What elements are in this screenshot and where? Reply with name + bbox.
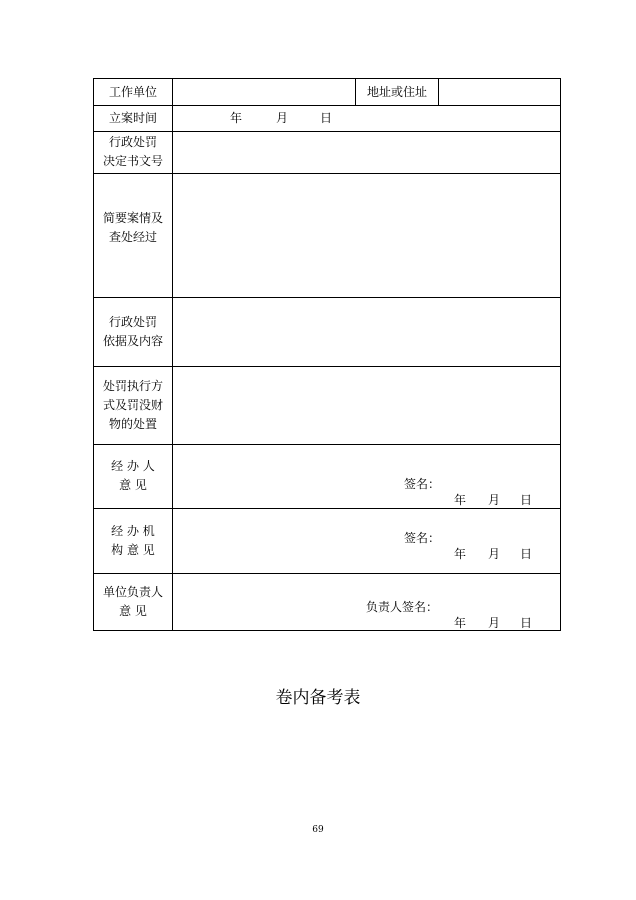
address-field[interactable] (440, 83, 558, 101)
agency-month-unit: 月 (488, 547, 501, 561)
label-penalty-decision-number: 行政处罚 决定书文号 (102, 135, 163, 168)
agency-signature-label: 签名： (404, 531, 441, 545)
filing-year-unit: 年 (230, 111, 243, 125)
handler-year-unit: 年 (454, 493, 467, 507)
penalty-decision-number-field[interactable] (174, 135, 558, 169)
head-month-unit: 月 (488, 616, 501, 630)
page-title: 卷内备考表 (275, 688, 361, 708)
penalty-execution-field[interactable] (174, 370, 558, 440)
head-signature-label: 负责人签名： (366, 600, 439, 614)
handler-day-unit: 日 (520, 493, 533, 507)
filing-month-unit: 月 (276, 111, 289, 125)
handling-agency-opinion-field[interactable] (174, 512, 558, 569)
handler-signature-label: 签名： (404, 477, 441, 491)
case-summary-field[interactable] (174, 177, 558, 293)
label-penalty-basis: 行政处罚 依据及内容 (102, 314, 163, 348)
work-unit-field[interactable] (174, 83, 354, 101)
address-value-divider (438, 79, 439, 105)
handler-month-unit: 月 (488, 493, 501, 507)
label-case-summary: 简要案情及 查处经过 (102, 211, 163, 244)
agency-day-unit: 日 (520, 547, 533, 561)
label-handling-agency-opinion: 经 办 机 构 意 见 (111, 523, 155, 557)
label-address: 地址或住址 (366, 85, 427, 99)
label-unit-head-opinion: 单位负责人 意 见 (102, 585, 163, 618)
label-penalty-execution: 处罚执行方 式及罚没财 物的处置 (102, 378, 163, 431)
penalty-basis-field[interactable] (174, 301, 558, 362)
label-filing-date: 立案时间 (108, 110, 157, 125)
handler-opinion-field[interactable] (174, 448, 558, 504)
head-day-unit: 日 (520, 616, 533, 630)
head-year-unit: 年 (454, 616, 467, 630)
page-number: 69 (312, 825, 324, 835)
label-handler-opinion: 经 办 人 意 见 (111, 459, 155, 492)
filing-day-unit: 日 (320, 111, 333, 125)
case-record-table (93, 78, 561, 631)
agency-year-unit: 年 (454, 547, 467, 561)
label-work-unit: 工作单位 (108, 84, 157, 99)
label-column-divider (172, 79, 173, 630)
